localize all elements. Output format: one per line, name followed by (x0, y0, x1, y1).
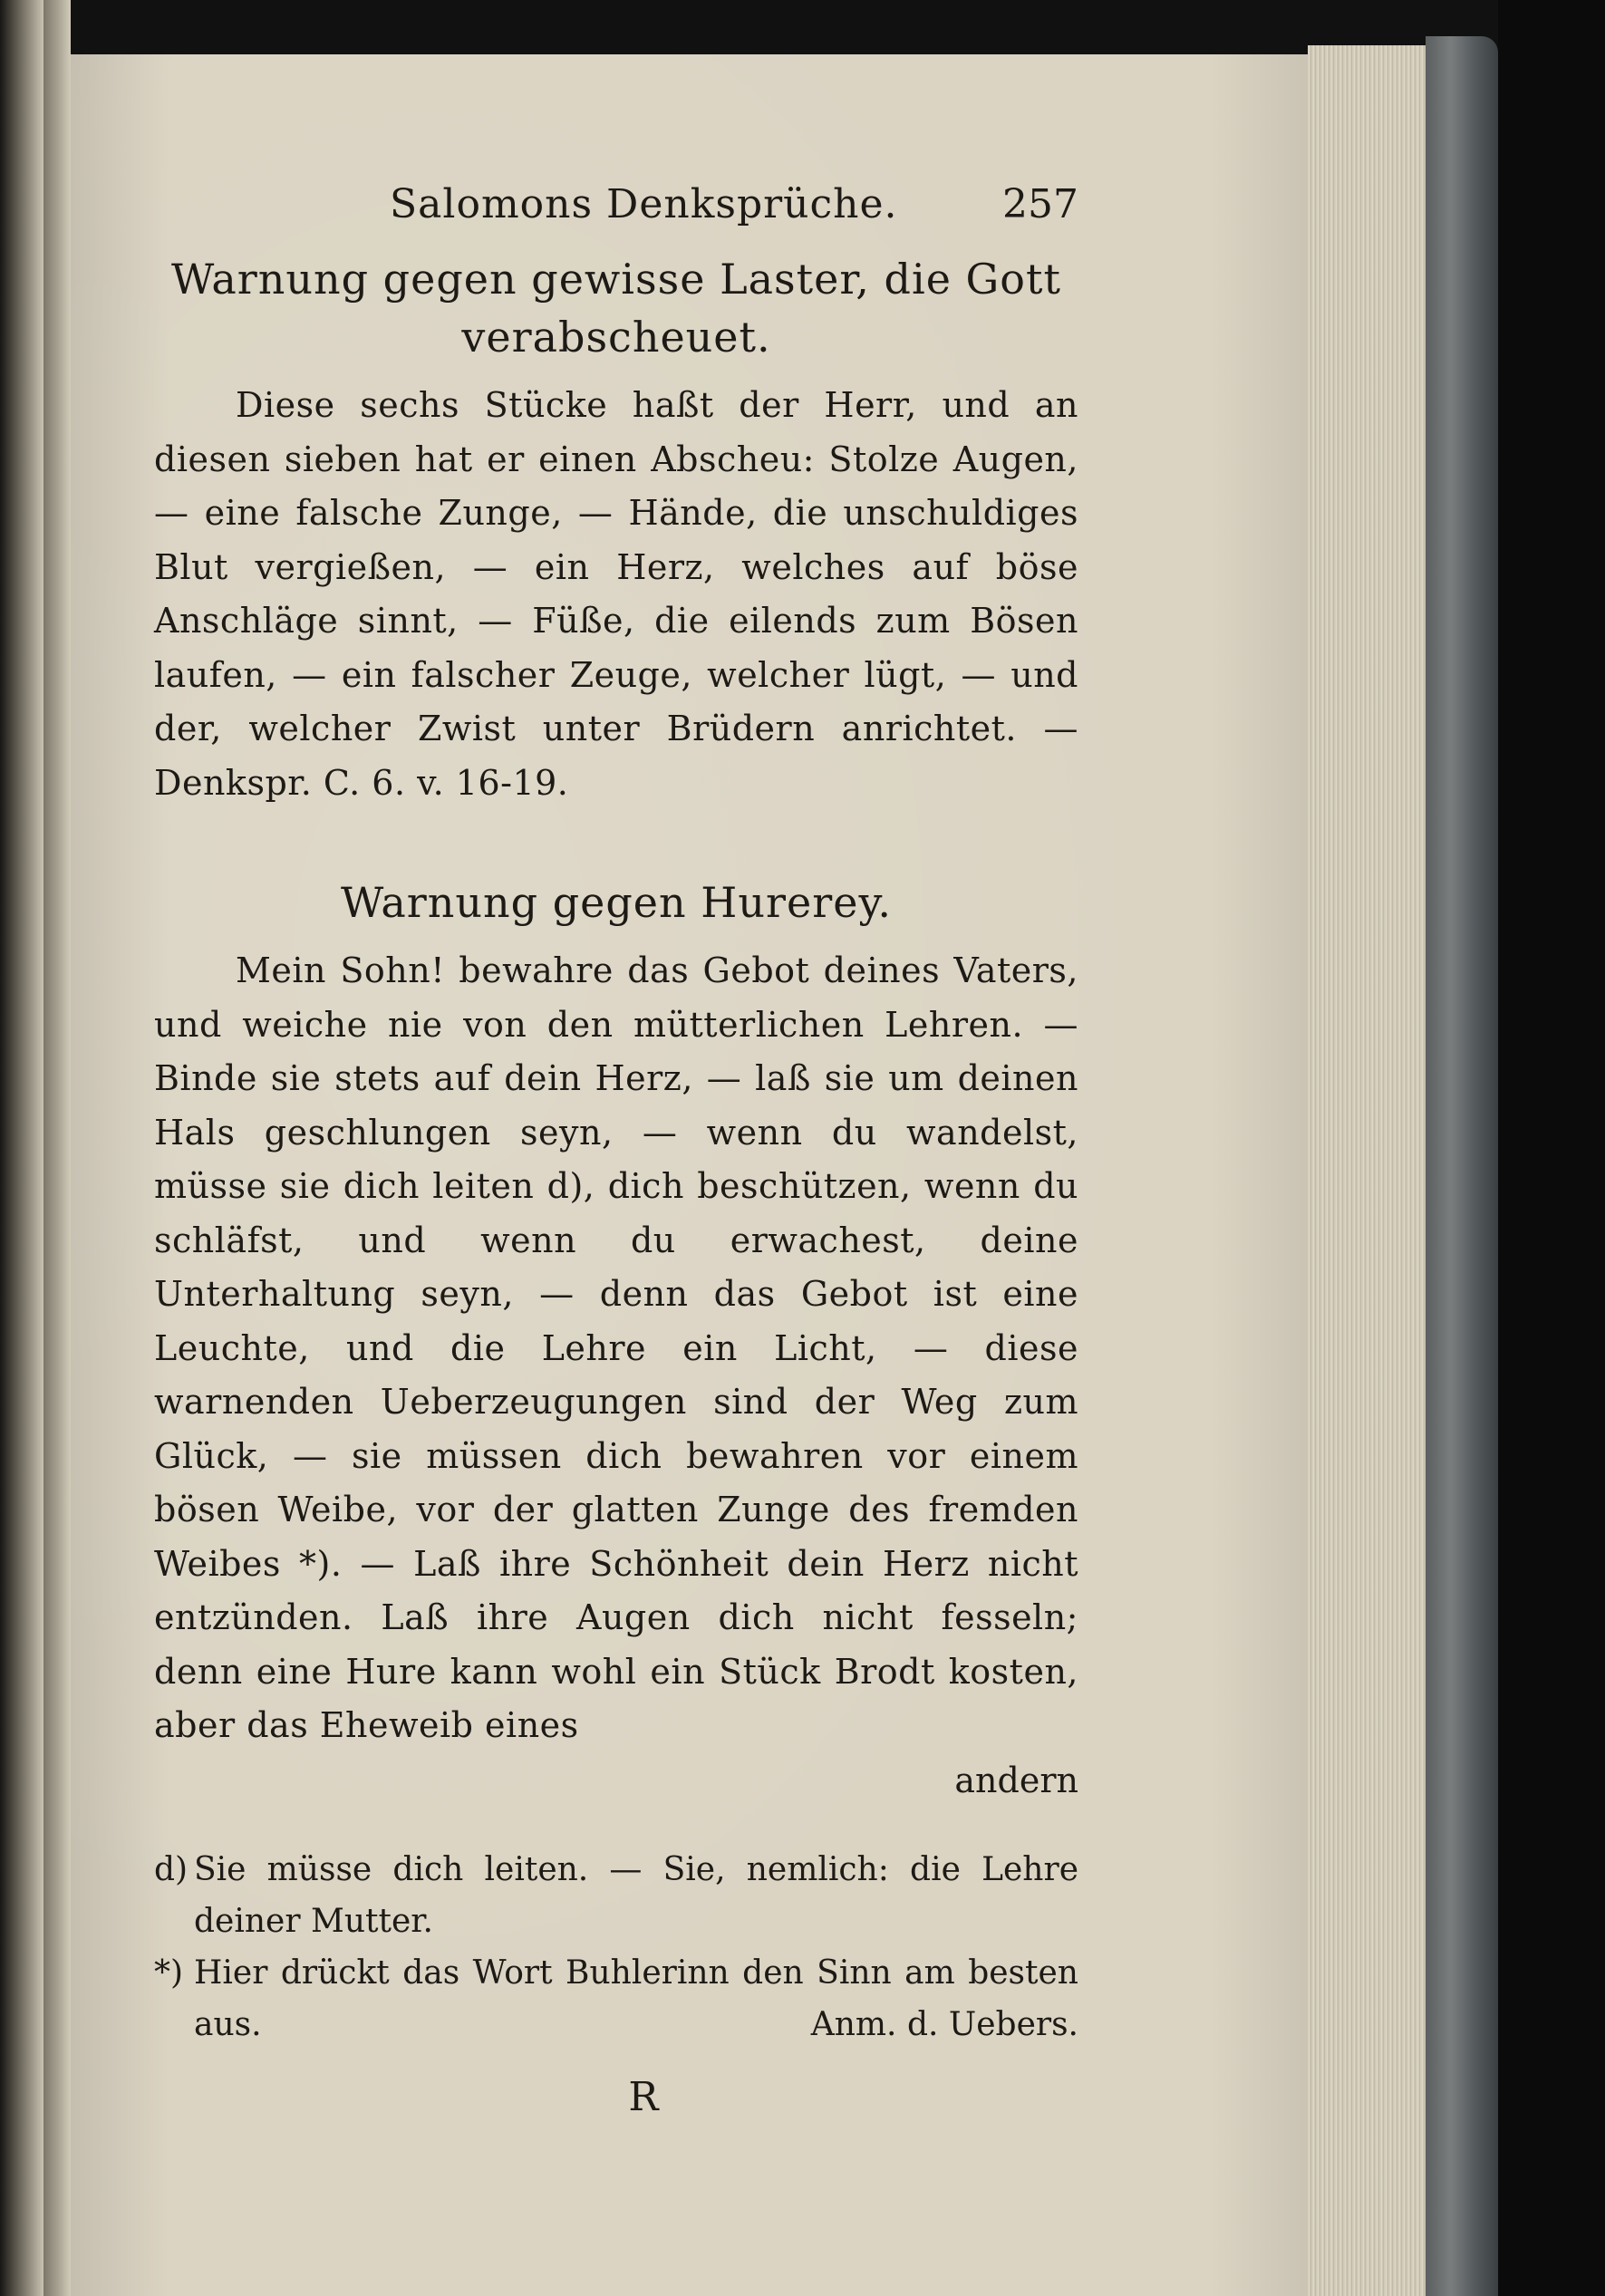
footnote-mark: *) (154, 1954, 184, 1992)
footnote-attribution: Anm. d. Uebers. (810, 2005, 1078, 2043)
footnote (154, 1844, 1078, 1947)
catchword: andern (954, 1760, 1078, 1800)
page-text-block (154, 181, 1078, 2125)
section-heading: Warnung gegen gewisse Laster, die Gott verabscheuet. (171, 255, 1061, 362)
section-body: Mein Sohn! bewahre das Gebot deines Vaters, und weiche nie von den mütterlichen Lehren. — Binde sie stets auf dein Herz, — laß sie um deinen Hals geschlungen seyn, — wenn du wandelst, müsse sie dich leiten d), dich beschützen, wenn du schläfst, und wenn du erwachest, deine Unterhaltung seyn, — denn das Gebot ist eine Leuchte, und die Lehre ein Licht, — diese warnenden Ueberzeugungen sind der Weg zum Glück, — sie müssen dich bewahren vor einem bösen Weibe, vor der glatten Zunge des fremden Weibes *). — Laß ihre Schönheit dein Herz nicht entzünden. Laß ihre Augen dich nicht fesseln; denn eine Hure kann wohl ein Stück Brodt kosten, aber das Eheweib eines (154, 950, 1078, 1745)
page-number: 257 (1002, 181, 1078, 227)
section-body: Diese sechs Stücke haßt der Herr, und an diesen sieben hat er einen Abscheu: Stolze Augen, — eine falsche Zunge, — Hände, die unschuldiges Blut vergießen, — ein Herz, welches auf böse Anschläge sinnt, — Füße, die eilends zum Bösen laufen, — ein falscher Zeuge, welcher lügt, — und der, welcher Zwist unter Brüdern anrichtet. — Denkspr. C. 6. v. 16-19. (154, 385, 1078, 803)
footnote-text: Sie müsse dich leiten. — Sie, nemlich: die Lehre deiner Mutter. (194, 1850, 1078, 1940)
footnote-text: Hier drückt das Wort Buhlerinn den Sinn am besten aus. (194, 1954, 1078, 2043)
background-shadow (1498, 0, 1605, 2296)
book-cover (1426, 36, 1498, 2296)
book-gutter (44, 0, 71, 2296)
facing-page-edge (0, 0, 44, 2296)
footnote-mark: d) (154, 1850, 189, 1888)
signature-mark: R (628, 2073, 659, 2120)
footnotes (154, 1844, 1078, 2050)
running-title: Salomons Denksprüche. (390, 181, 898, 227)
section-gap (154, 810, 1078, 868)
running-header (154, 181, 1078, 245)
footnote (154, 1947, 1078, 2050)
section-heading: Warnung gegen Hurerey. (341, 878, 892, 927)
page-edges (1308, 45, 1426, 2296)
